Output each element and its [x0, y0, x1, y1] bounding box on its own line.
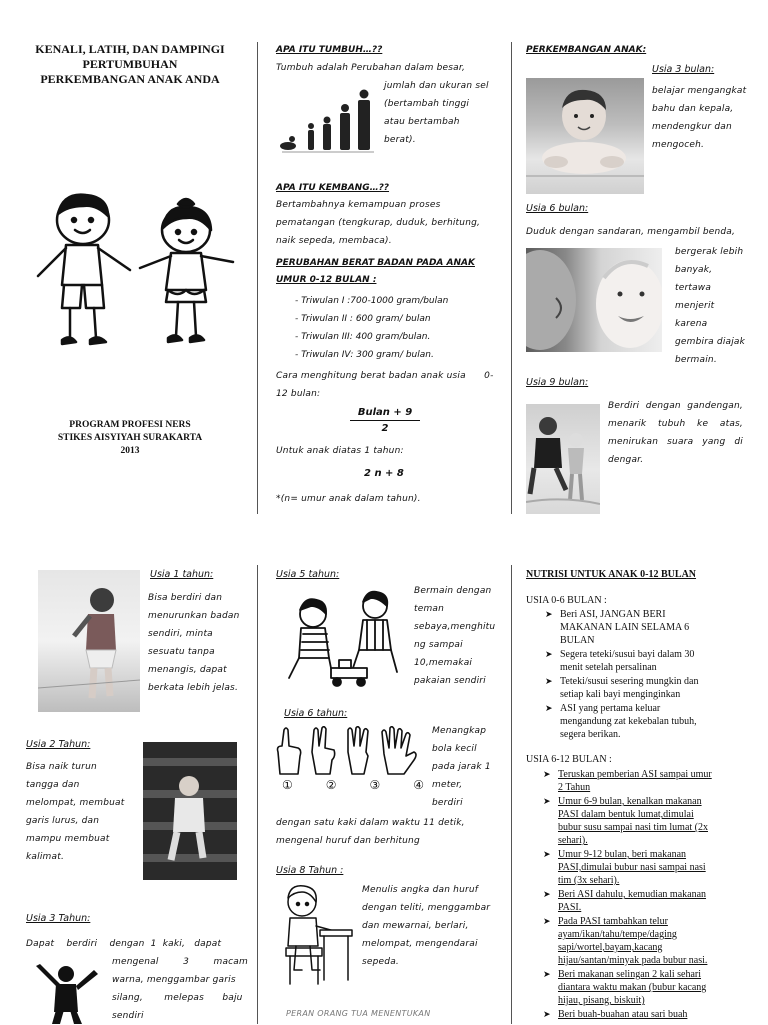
label-usia-5-tahun: Usia 5 tahun:: [276, 569, 340, 580]
usia-9-bulan-text: Berdiri dengan gandengan, menarik tubuh ke atas, menirukan suara yang di dengar.: [608, 401, 743, 465]
triwulan-list: - Triwulan I :700-1000 gram/bulan - Triwulan II : 600 gram/ bulan - Triwulan III: 400 gram/bulan. - Triwulan IV: 300 gram/ bulan.: [295, 296, 449, 360]
label-usia-2-tahun: Usia 2 Tahun:: [26, 739, 91, 750]
heading-apa-itu-tumbuh: APA ITU TUMBUH…??: [276, 45, 383, 55]
counting-fingers-illustration: [272, 726, 424, 778]
cara-menghitung: Cara menghitung berat badan anak usia 0- 12 bulan:: [276, 371, 494, 399]
formula-under-1-year: [350, 407, 420, 434]
child-writing-illustration: [276, 880, 356, 992]
list-item: ➤ Beri ASI, JANGAN BERI MAKANAN LAIN SELAMA 6 BULAN: [545, 608, 710, 647]
usia-0-6-bulan-list: [545, 608, 710, 742]
formula-note: *(n= umur anak dalam tahun).: [276, 494, 421, 504]
usia-3-tahun-text: mengenal 3 macam warna, menggambar garis silang, melepas baju sendiri: [112, 957, 248, 1021]
untuk-anak-diatas-1-tahun: Untuk anak diatas 1 tahun:: [276, 446, 404, 456]
label-usia-6-bulan: Usia 6 bulan:: [526, 203, 589, 214]
peran-orang-tua-heading: PERAN ORANG TUA MENENTUKAN: [286, 1009, 431, 1018]
column-divider-1: [257, 42, 258, 514]
label-usia-9-bulan: Usia 9 bulan:: [526, 377, 589, 388]
list-item: ➤ Teruskan pemberian ASI sampai umur 2 Tahun: [543, 768, 713, 794]
column-divider-3: [257, 565, 258, 1024]
usia-3-bulan-text: belajar mengangkat bahu dan kepala, mendengkur dan mengoceh.: [652, 86, 747, 150]
list-item: ➤ Segera teteki/susui bayi dalam 30 menit setelah persalinan: [545, 648, 710, 674]
kids-holding-hands-illustration: [28, 190, 240, 355]
program-info: PROGRAM PROFESI NERS STIKES AISYIYAH SURAKARTA 2013: [57, 420, 203, 456]
usia-6-bulan-text: bergerak lebih banyak, tertawa menjerit karena gembira diajak bermain.: [675, 247, 746, 365]
formula-over-1-year: 2 n + 8: [364, 468, 404, 479]
toddler-stairs-photo: [143, 742, 237, 880]
children-playing-illustration: [285, 588, 405, 690]
label-usia-1-tahun: Usia 1 tahun:: [150, 569, 214, 580]
list-item: ➤ Umur 9-12 bulan, beri makanan PASI,dimulai bubur nasi sampai nasi tim (3x sehari).: [543, 848, 713, 887]
list-item: ➤ Teteki/susui sesering mungkin dan setiap kali bayi menginginkan: [545, 675, 710, 701]
label-usia-3-bulan: Usia 3 bulan:: [652, 64, 715, 75]
tumbuh-definition-first: Tumbuh adalah Perubahan dalam besar,: [276, 63, 466, 73]
label-usia-3-tahun: Usia 3 Tahun:: [26, 913, 91, 924]
heading-apa-itu-kembang: APA ITU KEMBANG…??: [276, 183, 390, 193]
usia-6-tahun-text-cont: dengan satu kaki dalam waktu 11 detik, mengenal huruf dan berhitung: [276, 818, 465, 846]
finger-number-1: ①: [282, 778, 293, 792]
column-divider-2: [511, 42, 512, 514]
column-divider-4: [511, 565, 512, 1024]
finger-number-2: ②: [325, 778, 337, 792]
heading-perkembangan-anak: PERKEMBANGAN ANAK:: [526, 45, 647, 55]
toddler-1-year-photo: [38, 570, 140, 712]
finger-number-3: ③: [369, 778, 381, 792]
list-item: ➤ Beri makanan selingan 2 kali sehari diantara waktu makan (bubur kacang hijau, pisang, biskuit): [543, 968, 713, 1007]
list-item: ➤ Pada PASI tambahkan telur ayam/ikan/tahu/tempe/daging sapi/wortel,bayam,kacang hijau/santan/minyak pada bubur nasi.: [543, 915, 713, 967]
tumbuh-definition-cont: jumlah dan ukuran sel (bertambah tinggi atau bertambah berat).: [384, 81, 489, 145]
baby-6-months-photo: [526, 248, 662, 352]
usia-6-12-bulan-list: [543, 768, 713, 1022]
formula-denominator: 2: [381, 423, 389, 434]
usia-0-6-bulan-heading: USIA 0-6 BULAN :: [526, 595, 607, 606]
list-item: ➤ Umur 6-9 bulan, kenalkan makanan PASI dalam bentuk lumat,dimulai bubur susu sampai nasi tim lumat (2x sehari).: [543, 795, 713, 847]
child-silhouette-icon: [32, 962, 100, 1024]
usia-6-bulan-first: Duduk dengan sandaran, mengambil benda,: [526, 227, 736, 237]
finger-number-labels: [282, 778, 424, 792]
usia-1-tahun-text: Bisa berdiri dan menurunkan badan sendiri, minta sesuatu tanpa menangis, dapat berkata lebih jelas.: [148, 593, 240, 693]
nutrisi-heading: NUTRISI UNTUK ANAK 0-12 BULAN: [526, 569, 697, 580]
usia-6-12-bulan-heading: USIA 6-12 BULAN :: [526, 754, 612, 765]
usia-3-tahun-first: Dapat berdiri dengan 1 kaki, dapat: [26, 939, 222, 949]
usia-8-tahun-text: Menulis angka dan huruf dengan teliti, menggambar dan mewarnai, berlari, melompat, mengendarai sepeda.: [362, 885, 491, 967]
label-usia-6-tahun: Usia 6 tahun:: [284, 708, 348, 719]
finger-number-4: ④: [413, 778, 424, 792]
brochure-title: KENALI, LATIH, DAN DAMPINGI PERTUMBUHAN PERKEMBANGAN ANAK ANDA: [35, 42, 225, 86]
list-item: ➤ ASI yang pertama keluar mengandung zat kekebalan tubuh, segera berikan.: [545, 702, 710, 741]
usia-5-tahun-text: Bermain dengan teman sebaya,menghitu ng sampai 10,memakai pakaian sendiri: [414, 586, 496, 686]
list-item: ➤ Beri ASI dahulu, kemudian makanan PASI.: [543, 888, 713, 914]
growth-silhouettes-illustration: [278, 84, 378, 156]
kembang-definition: Bertambahnya kemampuan proses pematangan (tengkurap, duduk, berhitung, naik sepeda, membaca).: [276, 200, 481, 246]
baby-9-months-photo: [526, 404, 600, 514]
baby-3-months-photo: [526, 78, 644, 194]
list-item: ➤ Beri buah-buahan atau sari buah: [543, 1008, 713, 1021]
label-usia-8-tahun: Usia 8 Tahun :: [276, 865, 344, 876]
usia-6-tahun-text: Menangkap bola kecil pada jarak 1 meter, berdiri: [432, 726, 491, 808]
heading-perubahan-berat: PERUBAHAN BERAT BADAN PADA ANAK UMUR 0-12 BULAN :: [276, 258, 475, 285]
usia-2-tahun-text: Bisa naik turun tangga dan melompat, membuat garis lurus, dan mampu membuat kalimat.: [26, 762, 125, 862]
formula-numerator: Bulan + 9: [350, 407, 420, 421]
